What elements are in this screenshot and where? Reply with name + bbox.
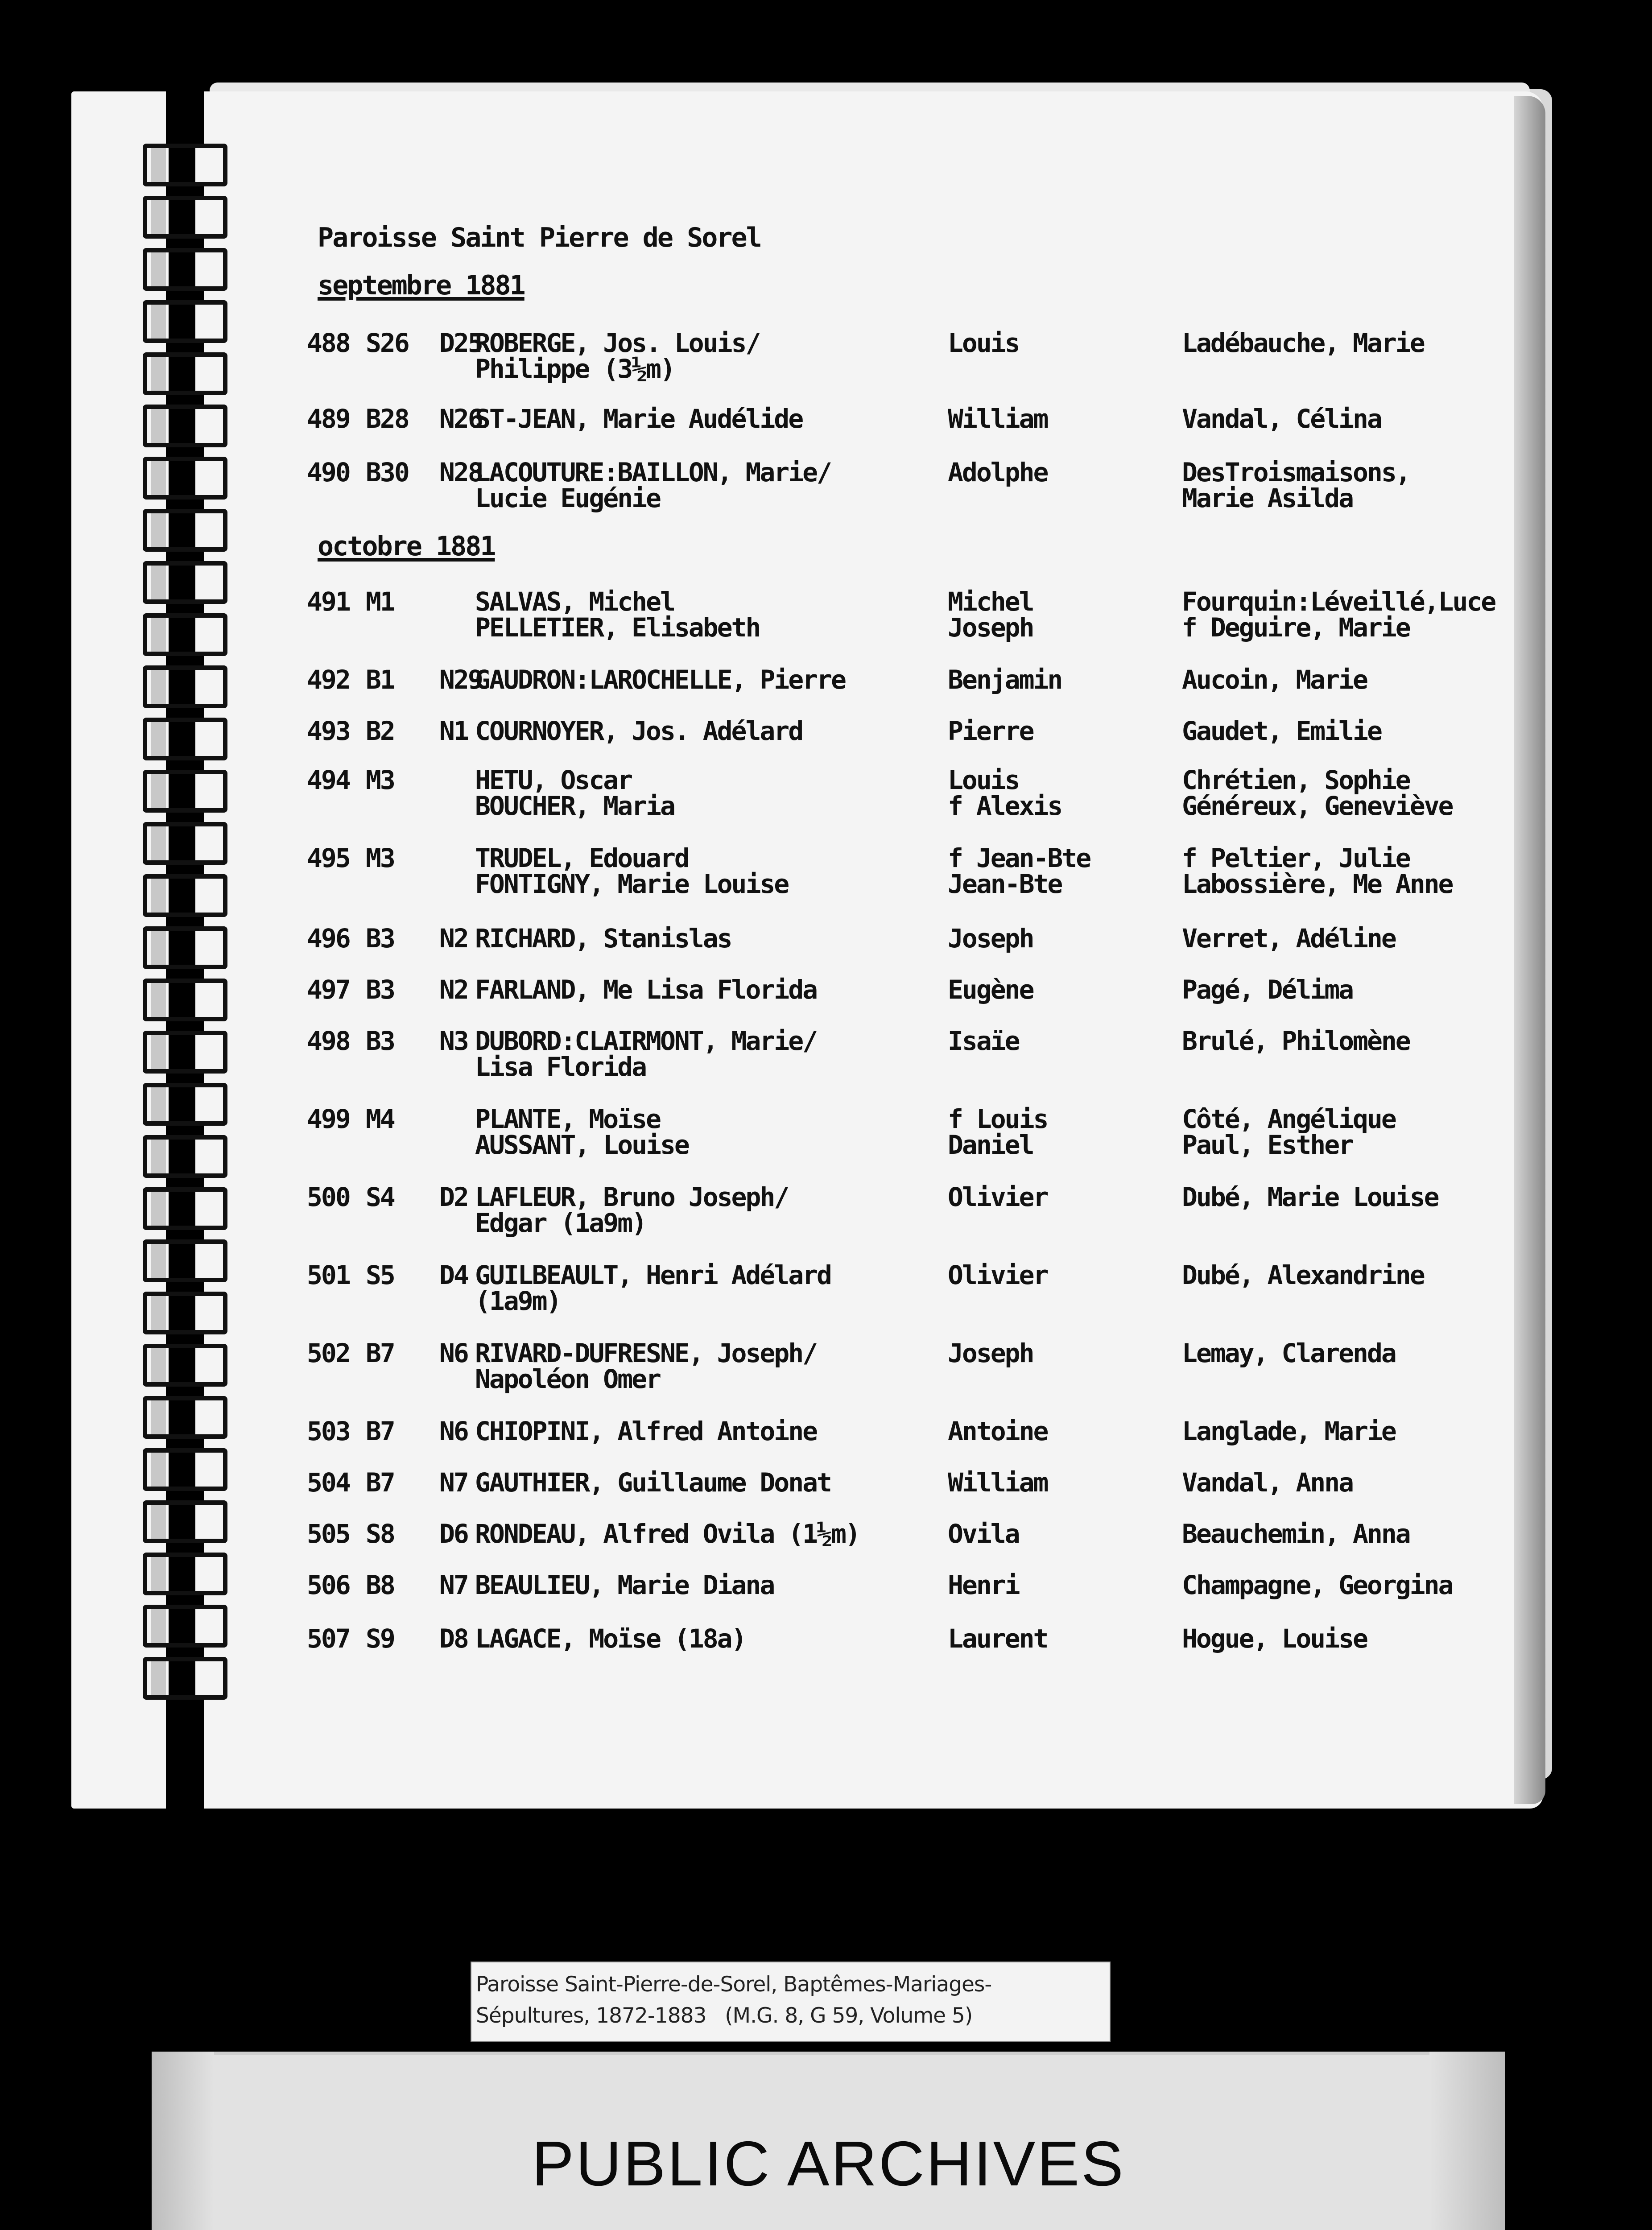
entry-name: (1a9m)	[475, 1286, 561, 1316]
entry-father: Eugène	[948, 975, 1033, 1005]
entry-father: Ovila	[948, 1519, 1019, 1549]
entry-act-code: B3	[366, 1026, 394, 1056]
entry-mother: Hogue, Louise	[1182, 1623, 1367, 1654]
entry-act-code: B30	[366, 457, 409, 487]
entry-name: DUBORD:CLAIRMONT, Marie/	[475, 1026, 817, 1056]
register-entry	[0, 1028, 1652, 1086]
entry-mother: Lemay, Clarenda	[1182, 1338, 1396, 1368]
entry-name: HETU, Oscar	[475, 765, 632, 795]
entry-act-code: M3	[366, 843, 394, 873]
entry-father: f Louis	[948, 1104, 1048, 1134]
microfilm-label	[471, 1962, 1111, 2042]
entry-name: LAGACE, Moïse (18a)	[475, 1623, 746, 1654]
entry-mother: Généreux, Geneviève	[1182, 791, 1453, 821]
entry-mother: Brulé, Philomène	[1182, 1026, 1410, 1056]
entry-number: 503	[307, 1416, 350, 1446]
entry-birth-death-code: D4	[439, 1260, 468, 1290]
entry-father: Jean-Bte	[948, 869, 1062, 899]
entry-father: Benjamin	[948, 665, 1062, 695]
entry-name: Napoléon Omer	[475, 1364, 660, 1394]
entry-mother: Fourquin:Léveillé,Luce	[1182, 586, 1495, 617]
entry-father: Michel	[948, 586, 1033, 617]
entry-birth-death-code: N3	[439, 1026, 468, 1056]
entry-act-code: M1	[366, 586, 394, 617]
entry-number: 489	[307, 404, 350, 434]
entry-mother: f Peltier, Julie	[1182, 843, 1410, 873]
entry-mother: Pagé, Délima	[1182, 975, 1353, 1005]
entry-act-code: S5	[366, 1260, 394, 1290]
register-entry	[0, 459, 1652, 517]
entry-father: Louis	[948, 765, 1019, 795]
entry-mother: f Deguire, Marie	[1182, 612, 1410, 643]
entry-name: GUILBEAULT, Henri Adélard	[475, 1260, 831, 1290]
entry-mother: Langlade, Marie	[1182, 1416, 1396, 1446]
entry-birth-death-code: N6	[439, 1338, 468, 1368]
entry-act-code: B7	[366, 1467, 394, 1498]
entry-birth-death-code: N2	[439, 923, 468, 954]
entry-name: RIVARD-DUFRESNE, Joseph/	[475, 1338, 817, 1368]
entry-act-code: B7	[366, 1416, 394, 1446]
entry-number: 494	[307, 765, 350, 795]
register-entry	[0, 586, 1652, 647]
entry-name: SALVAS, Michel	[475, 586, 674, 617]
entry-birth-death-code: N29	[439, 665, 482, 695]
entry-number: 507	[307, 1623, 350, 1654]
entry-act-code: B7	[366, 1338, 394, 1368]
entry-name: RICHARD, Stanislas	[475, 923, 731, 954]
entry-name: ST-JEAN, Marie Audélide	[475, 404, 803, 434]
entry-name: FARLAND, Me Lisa Florida	[475, 975, 817, 1005]
entry-mother: Marie Asilda	[1182, 483, 1353, 513]
entry-act-code: B28	[366, 404, 409, 434]
entry-father: Isaïe	[948, 1026, 1019, 1056]
entry-number: 504	[307, 1467, 350, 1498]
entry-mother: Gaudet, Emilie	[1182, 716, 1381, 746]
entry-number: 491	[307, 586, 350, 617]
entry-name: TRUDEL, Edouard	[475, 843, 689, 873]
entry-birth-death-code: N2	[439, 975, 468, 1005]
entry-number: 493	[307, 716, 350, 746]
entry-act-code: B2	[366, 716, 394, 746]
banner-line-english: PUBLIC ARCHIVES	[532, 2128, 1125, 2199]
register-entry	[0, 1572, 1652, 1630]
entry-act-code: S4	[366, 1182, 394, 1212]
entry-act-code: M4	[366, 1104, 394, 1134]
entry-father: Louis	[948, 328, 1019, 358]
entry-father: Olivier	[948, 1182, 1048, 1212]
entry-act-code: S26	[366, 328, 409, 358]
entry-birth-death-code: N7	[439, 1467, 468, 1498]
parish-heading: Paroisse Saint Pierre de Sorel	[318, 222, 761, 253]
register-entry	[0, 1623, 1652, 1684]
entry-act-code: B3	[366, 975, 394, 1005]
entry-act-code: M3	[366, 765, 394, 795]
entry-name: LACOUTURE:BAILLON, Marie/	[475, 457, 831, 487]
register-entry	[0, 767, 1652, 825]
entry-mother: Dubé, Alexandrine	[1182, 1260, 1424, 1290]
entry-birth-death-code: D8	[439, 1623, 468, 1654]
entry-number: 488	[307, 328, 350, 358]
entry-number: 500	[307, 1182, 350, 1212]
entry-mother: Champagne, Georgina	[1182, 1570, 1453, 1600]
entry-father: Joseph	[948, 1338, 1033, 1368]
entry-name: ROBERGE, Jos. Louis/	[475, 328, 760, 358]
entry-name: CHIOPINI, Alfred Antoine	[475, 1416, 817, 1446]
entry-name: AUSSANT, Louise	[475, 1130, 689, 1160]
entry-act-code: B8	[366, 1570, 394, 1600]
entry-birth-death-code: N26	[439, 404, 482, 434]
entry-mother: DesTroismaisons,	[1182, 457, 1410, 487]
entry-name: BOUCHER, Maria	[475, 791, 674, 821]
entry-father: Joseph	[948, 923, 1033, 954]
entry-birth-death-code: D2	[439, 1182, 468, 1212]
entry-name: GAUDRON:LAROCHELLE, Pierre	[475, 665, 845, 695]
entry-mother: Verret, Adéline	[1182, 923, 1396, 954]
entry-number: 498	[307, 1026, 350, 1056]
entry-mother: Côté, Angélique	[1182, 1104, 1396, 1134]
register-entry	[0, 1262, 1652, 1320]
entry-number: 490	[307, 457, 350, 487]
entry-mother: Labossière, Me Anne	[1182, 869, 1453, 899]
entry-number: 501	[307, 1260, 350, 1290]
entry-name: Philippe (3½m)	[475, 354, 674, 384]
entry-act-code: S8	[366, 1519, 394, 1549]
entry-father: Antoine	[948, 1416, 1048, 1446]
entry-act-code: B1	[366, 665, 394, 695]
entry-mother: Aucoin, Marie	[1182, 665, 1367, 695]
entry-father: Joseph	[948, 612, 1033, 643]
register-entry	[0, 330, 1652, 388]
entry-name: Lisa Florida	[475, 1052, 646, 1082]
entry-mother: Dubé, Marie Louise	[1182, 1182, 1438, 1212]
entry-name: Lucie Eugénie	[475, 483, 660, 513]
entry-number: 505	[307, 1519, 350, 1549]
entry-father: f Alexis	[948, 791, 1062, 821]
register-entry	[0, 1184, 1652, 1242]
entry-mother: Paul, Esther	[1182, 1130, 1353, 1160]
entry-number: 497	[307, 975, 350, 1005]
entry-father: William	[948, 1467, 1048, 1498]
entry-name: PLANTE, Moïse	[475, 1104, 660, 1134]
register-entry	[0, 406, 1652, 464]
entry-father: Henri	[948, 1570, 1019, 1600]
entry-number: 495	[307, 843, 350, 873]
entry-birth-death-code: N7	[439, 1570, 468, 1600]
entry-father: Olivier	[948, 1260, 1048, 1290]
entry-birth-death-code: D6	[439, 1519, 468, 1549]
entry-name: LAFLEUR, Bruno Joseph/	[475, 1182, 789, 1212]
entry-father: Pierre	[948, 716, 1033, 746]
entry-name: GAUTHIER, Guillaume Donat	[475, 1467, 831, 1498]
label-line-1: Paroisse Saint-Pierre-de-Sorel, Baptêmes-Mariages-	[476, 1972, 992, 1997]
entry-number: 499	[307, 1104, 350, 1134]
entry-name: PELLETIER, Elisabeth	[475, 612, 760, 643]
entry-birth-death-code: N6	[439, 1416, 468, 1446]
entry-act-code: S9	[366, 1623, 394, 1654]
entry-mother: Chrétien, Sophie	[1182, 765, 1410, 795]
entry-father: Adolphe	[948, 457, 1048, 487]
register-entry	[0, 925, 1652, 983]
entry-name: RONDEAU, Alfred Ovila (1½m)	[475, 1519, 859, 1549]
month-heading: octobre 1881	[318, 531, 495, 562]
entry-number: 496	[307, 923, 350, 954]
entry-father: Daniel	[948, 1130, 1033, 1160]
register-entry	[0, 845, 1652, 903]
entry-number: 506	[307, 1570, 350, 1600]
entry-name: BEAULIEU, Marie Diana	[475, 1570, 774, 1600]
entry-name: FONTIGNY, Marie Louise	[475, 869, 789, 899]
entry-father: Laurent	[948, 1623, 1048, 1654]
register-entry	[0, 1106, 1652, 1164]
register-entry	[0, 1340, 1652, 1398]
entry-name: COURNOYER, Jos. Adélard	[475, 716, 803, 746]
entry-number: 502	[307, 1338, 350, 1368]
entry-father: f Jean-Bte	[948, 843, 1090, 873]
register-entry	[0, 667, 1652, 725]
entry-birth-death-code: N1	[439, 716, 468, 746]
entry-birth-death-code: D25	[439, 328, 482, 358]
entry-mother: Vandal, Anna	[1182, 1467, 1353, 1498]
entry-father: William	[948, 404, 1048, 434]
entry-birth-death-code: N28	[439, 457, 482, 487]
month-heading: septembre 1881	[318, 270, 525, 301]
label-line-2: Sépultures, 1872-1883 (M.G. 8, G 59, Volume 5)	[476, 2003, 973, 2028]
entry-mother: Vandal, Célina	[1182, 404, 1381, 434]
entry-number: 492	[307, 665, 350, 695]
entry-mother: Beauchemin, Anna	[1182, 1519, 1410, 1549]
entry-name: Edgar (1a9m)	[475, 1208, 646, 1238]
entry-act-code: B3	[366, 923, 394, 954]
entry-mother: Ladébauche, Marie	[1182, 328, 1424, 358]
